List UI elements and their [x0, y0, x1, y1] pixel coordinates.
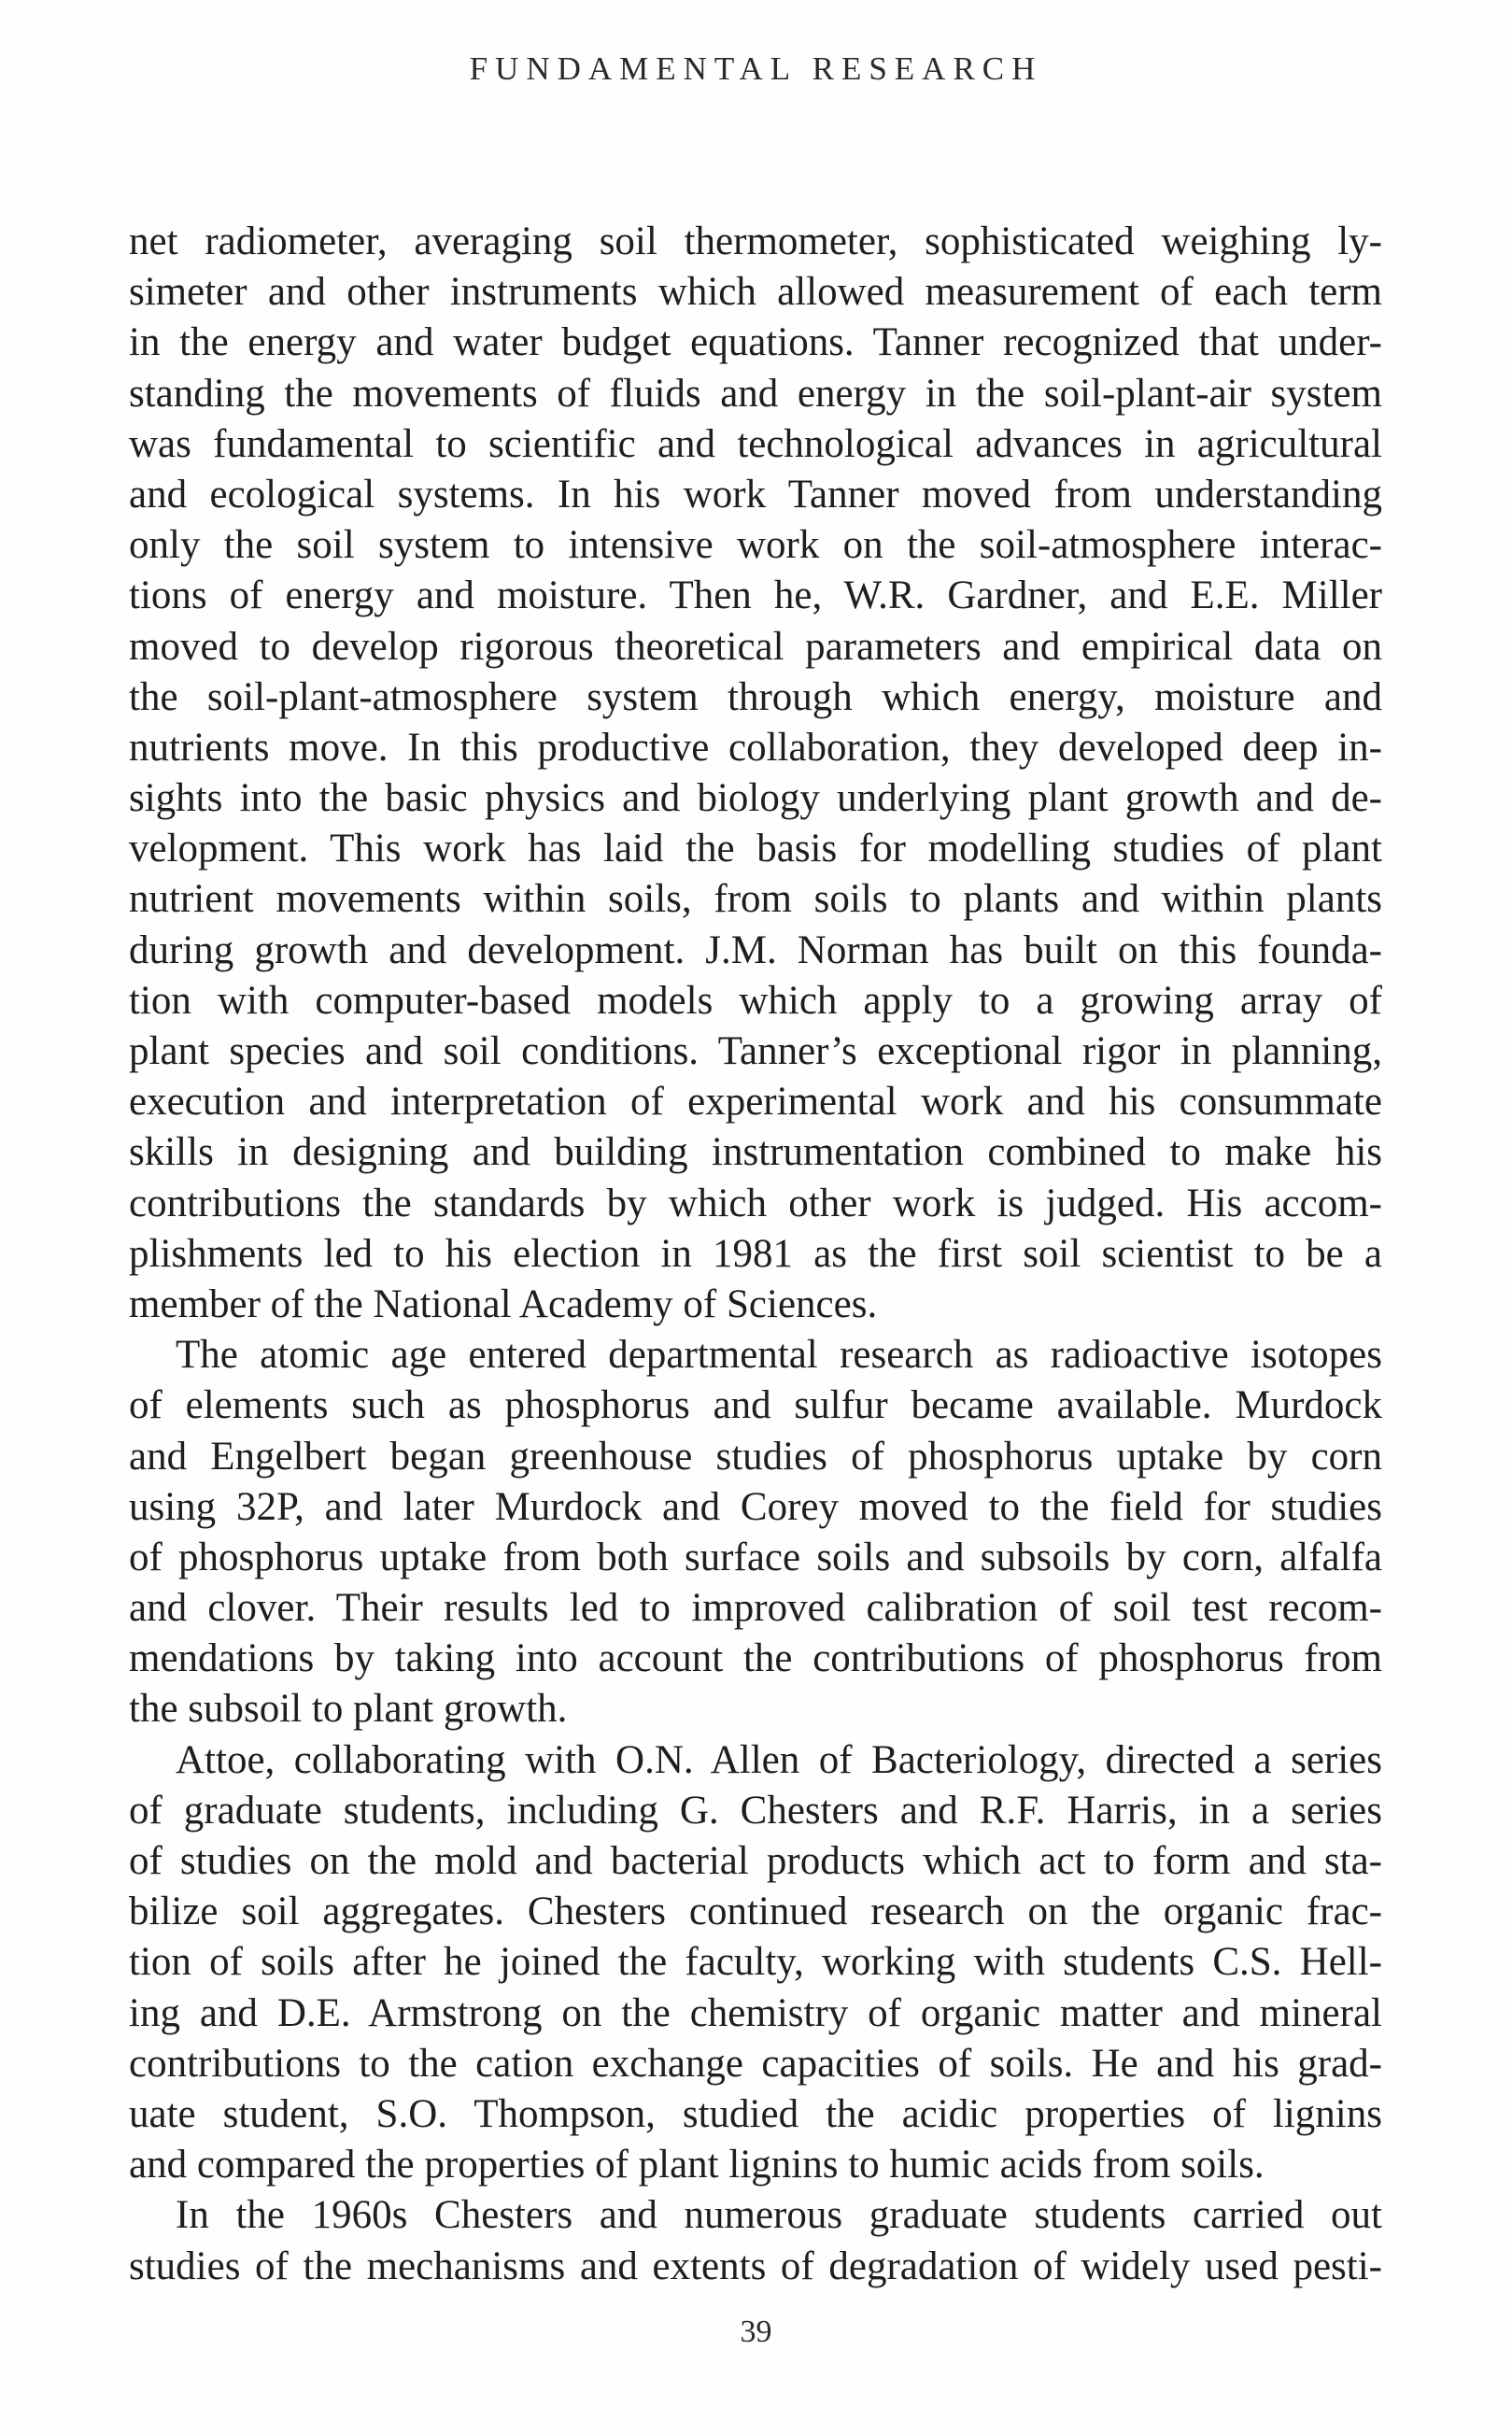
text-line: execution and interpretation of experimental work and his consummate	[129, 1080, 1382, 1125]
text-line: during growth and development. J.M. Norman has built on this founda-	[129, 927, 1382, 972]
text-line: tion with computer-based models which apply to a growing array of	[129, 978, 1382, 1023]
text-line: mendations by taking into account the contributions of phosphorus from	[129, 1636, 1382, 1681]
text-line: tion of soils after he joined the faculty, working with students C.S. Hell-	[129, 1940, 1382, 1985]
text-line: only the soil system to intensive work on the soil-atmosphere interac-	[129, 523, 1382, 568]
text-line: of elements such as phosphorus and sulfur became available. Murdock	[129, 1383, 1382, 1428]
text-line: using 32P, and later Murdock and Corey moved to the field for studies	[129, 1484, 1382, 1529]
text-line: plant species and soil conditions. Tanner’s exceptional rigor in planning,	[129, 1029, 1382, 1073]
text-line: contributions the standards by which other work is judged. His accom-	[129, 1181, 1382, 1225]
text-line: of studies on the mold and bacterial products which act to form and sta-	[129, 1839, 1382, 1883]
text-line: standing the movements of fluids and energy in the soil-plant-air system	[129, 371, 1382, 416]
text-line: bilize soil aggregates. Chesters continued research on the organic frac-	[129, 1890, 1382, 1934]
text-line: uate student, S.O. Thompson, studied the acidic properties of lignins	[129, 2091, 1382, 2136]
paragraph-start-line: The atomic age entered departmental research as radioactive isotopes	[176, 1333, 1382, 1378]
paragraph-end-line: and compared the properties of plant lignins to humic acids from soils.	[129, 2143, 1265, 2187]
text-line: nutrient movements within soils, from soils to plants and within plants	[129, 877, 1382, 922]
running-header: FUNDAMENTAL RESEARCH	[469, 50, 1043, 87]
paragraph-start-line: Attoe, collaborating with O.N. Allen of Bacteriology, directed a series	[176, 1737, 1382, 1782]
text-line: was fundamental to scientific and technological advances in agricultural	[129, 421, 1382, 466]
text-line: in the energy and water budget equations. Tanner recognized that under-	[129, 320, 1382, 365]
page-number: 39	[740, 2315, 772, 2349]
text-line: sights into the basic physics and biology underlying plant growth and de-	[129, 776, 1382, 821]
text-line: net radiometer, averaging soil thermometer, sophisticated weighing ly-	[129, 219, 1382, 263]
text-line: nutrients move. In this productive collaboration, they developed deep in-	[129, 725, 1382, 770]
text-line: simeter and other instruments which allowed measurement of each term	[129, 270, 1382, 315]
text-line: moved to develop rigorous theoretical parameters and empirical data on	[129, 624, 1382, 669]
text-line: ing and D.E. Armstrong on the chemistry of organic matter and mineral	[129, 1990, 1382, 2035]
text-line: the soil-plant-atmosphere system through which energy, moisture and	[129, 674, 1382, 719]
paragraph-end-line: member of the National Academy of Sciences.	[129, 1281, 878, 1326]
text-line: skills in designing and building instrumentation combined to make his	[129, 1130, 1382, 1175]
text-line: of graduate students, including G. Chesters and R.F. Harris, in a series	[129, 1788, 1382, 1833]
text-line: velopment. This work has laid the basis for modelling studies of plant	[129, 827, 1382, 871]
text-line: and clover. Their results led to improved calibration of soil test recom-	[129, 1586, 1382, 1631]
text-line: studies of the mechanisms and extents of degradation of widely used pesti-	[129, 2244, 1382, 2288]
paragraph-start-line: In the 1960s Chesters and numerous graduate students carried out	[176, 2193, 1382, 2238]
paragraph-end-line: the subsoil to plant growth.	[129, 1687, 568, 1732]
text-line: plishments led to his election in 1981 as the first soil scientist to be a	[129, 1231, 1382, 1276]
text-line: contributions to the cation exchange capacities of soils. He and his grad-	[129, 2041, 1382, 2086]
text-line: tions of energy and moisture. Then he, W.R. Gardner, and E.E. Miller	[129, 573, 1382, 618]
text-line: and Engelbert began greenhouse studies of phosphorus uptake by corn	[129, 1434, 1382, 1479]
body-text	[129, 217, 1382, 2292]
text-line: of phosphorus uptake from both surface soils and subsoils by corn, alfalfa	[129, 1535, 1382, 1579]
text-line: and ecological systems. In his work Tanner moved from understanding	[129, 472, 1382, 517]
